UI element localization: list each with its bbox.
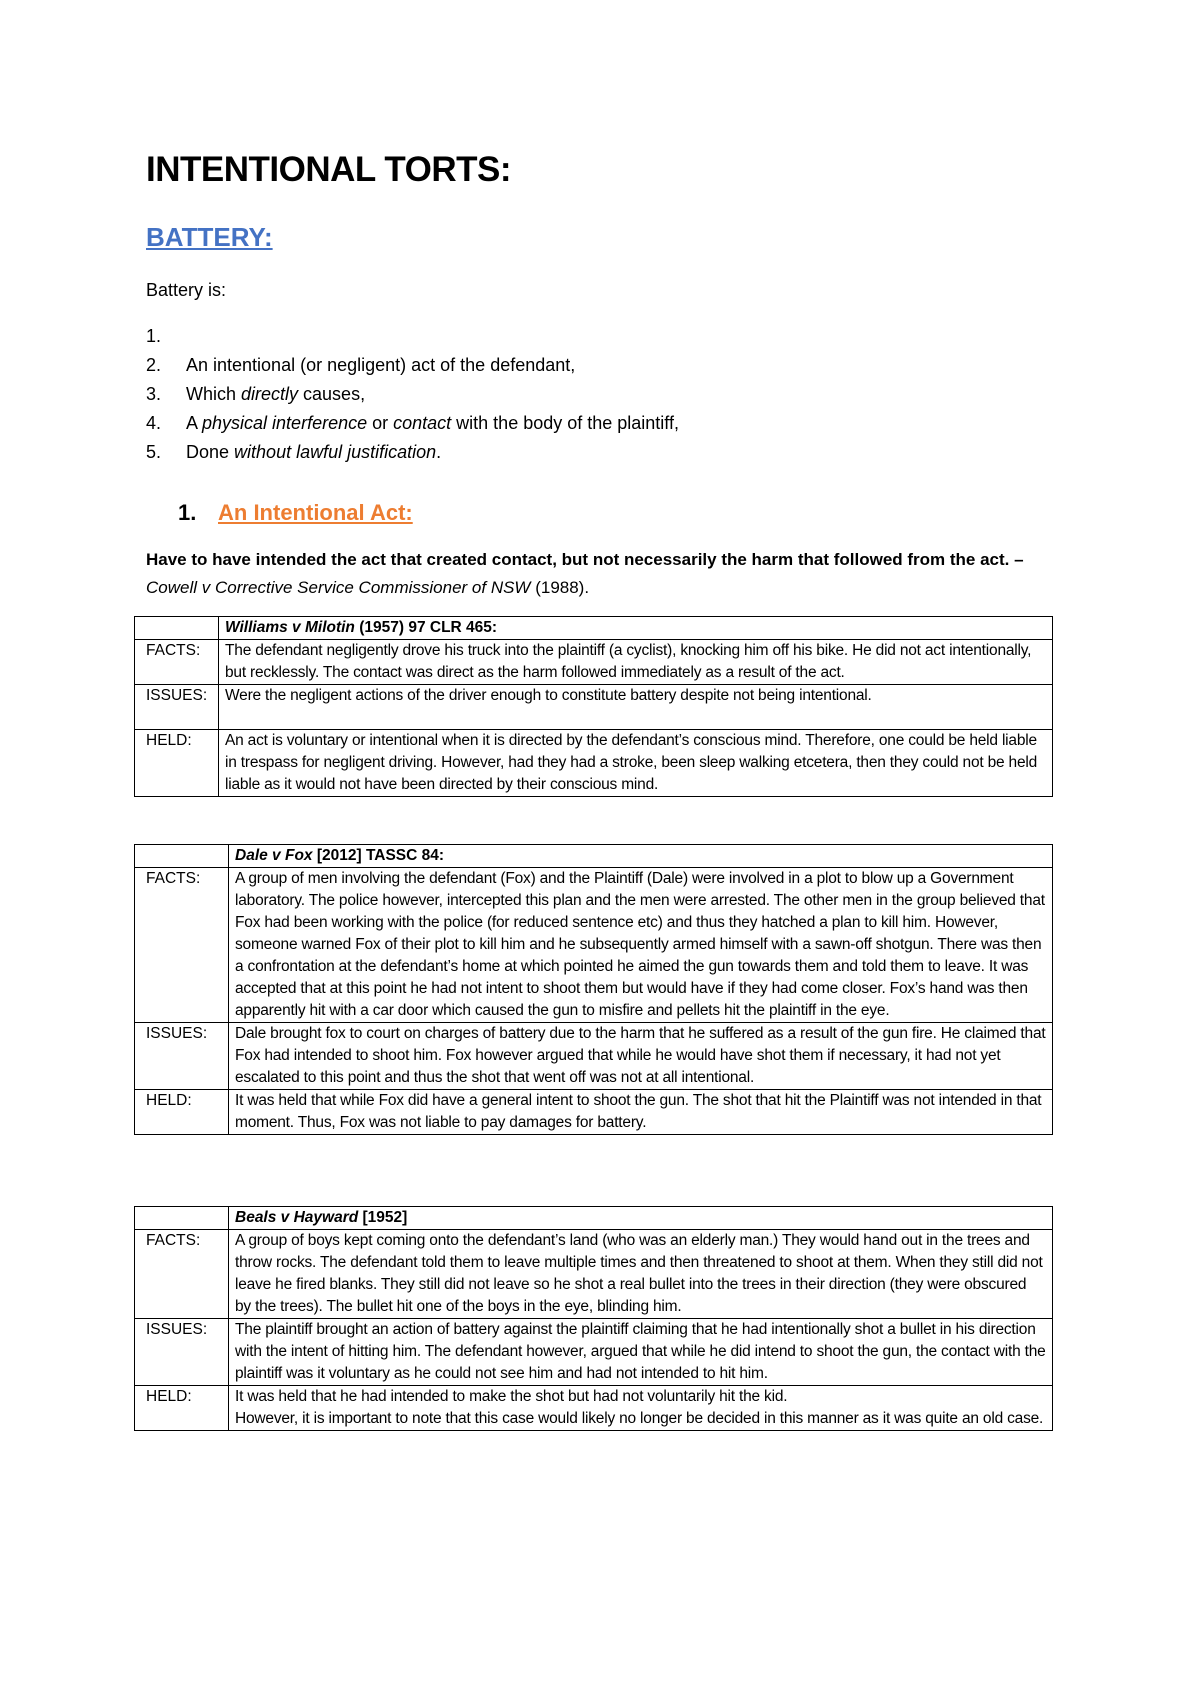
plain-text: An intentional (or negligent) act of the defendant,: [186, 355, 576, 375]
case-citation: [2012] TASSC 84:: [312, 847, 445, 864]
row-text: The defendant negligently drove his truck into the plaintiff (a cyclist), knocking him off his bike. He did not act intentionally, but recklessly. The contact was direct as the harm followed immediately as a result of the act.: [219, 640, 1053, 685]
table-row: [135, 730, 1053, 797]
row-label: ISSUES:: [135, 1023, 229, 1090]
principle-case-name: Cowell v Corrective Service Commissioner of NSW: [146, 578, 531, 597]
battery-elements-list: [146, 322, 679, 467]
plain-text: with the body of the plaintiff,: [451, 413, 679, 433]
row-text: It was held that while Fox did have a general intent to shoot the gun. The shot that hit the Plaintiff was not intended in that moment. Thus, Fox was not liable to pay damages for battery.: [229, 1090, 1053, 1135]
plain-text: causes,: [298, 384, 366, 404]
case-citation: [1952]: [358, 1209, 408, 1226]
list-item-text: [186, 351, 575, 380]
table-row: [135, 685, 1053, 730]
row-label: FACTS:: [135, 1230, 229, 1319]
principle-statement: [146, 546, 1066, 602]
table-row: [135, 1230, 1053, 1319]
list-item-number: 1.: [146, 326, 162, 346]
table-row: [135, 868, 1053, 1023]
case-name: Williams v Milotin: [225, 619, 355, 636]
case-table-beals: [134, 1206, 1053, 1431]
list-item-number: 3.: [146, 384, 162, 404]
list-item: [146, 351, 679, 380]
table-row: [135, 1090, 1053, 1135]
case-header-row: [135, 617, 1053, 640]
subheading-intentional-act: [178, 500, 413, 526]
list-item-number: 5.: [146, 442, 162, 462]
list-item-text: [186, 409, 679, 438]
row-text: Were the negligent actions of the driver enough to constitute battery despite not being intentional.: [219, 685, 1053, 730]
principle-bold-text: Have to have intended the act that created contact, but not necessarily the harm that followed from the act. –: [146, 550, 1024, 569]
row-label: FACTS:: [135, 868, 229, 1023]
case-citation: (1957) 97 CLR 465:: [354, 619, 498, 636]
case-title: [219, 617, 1053, 640]
emphasis-text: without lawful justification: [234, 442, 437, 462]
plain-text: or: [367, 413, 394, 433]
list-item-text: [186, 380, 365, 409]
case-title: [229, 1207, 1053, 1230]
table-row: [135, 640, 1053, 685]
row-text: It was held that he had intended to make the shot but had not voluntarily hit the kid. However, it is important to note that this case would likely no longer be decided in this manner as it was quite an old case.: [229, 1386, 1053, 1431]
plain-text: Which: [186, 384, 242, 404]
plain-text: Done: [186, 442, 235, 462]
list-item: [146, 438, 679, 467]
header-empty-cell: [135, 617, 219, 640]
case-table-dale: [134, 844, 1053, 1135]
case-title: [229, 845, 1053, 868]
row-text: A group of boys kept coming onto the defendant’s land (who was an elderly man.) They would hand out in the trees and throw rocks. The defendant told them to leave multiple times and then threatened to shoot at them. When they still did not leave he fired blanks. They still did not leave so he shot a real bullet into the trees in their direction (they were obscured by the trees). The bullet hit one of the boys in the eye, blinding him.: [229, 1230, 1053, 1319]
page-title: INTENTIONAL TORTS:: [146, 150, 511, 189]
header-empty-cell: [135, 1207, 229, 1230]
header-empty-cell: [135, 845, 229, 868]
subheading-text: An Intentional Act:: [218, 500, 413, 525]
table-row: [135, 1386, 1053, 1431]
row-text: A group of men involving the defendant (Fox) and the Plaintiff (Dale) were involved in a plot to blow up a Government laboratory. The police however, intercepted this plan and the men were arrested. The other men in the group believed that Fox had been working with the police (for reduced sentence etc) and thus they hatched a plan to kill him. However, someone warned Fox of their plot to kill him and he subsequently armed himself with a sawn-off shotgun. There was then a confrontation at the defendant’s home at which pointed he aimed the gun towards them and told them to leave. It was accepted that at this point he had not intent to shoot them but would have if they had come closer. Fox’s hand was then apparently hit with a car door which caused the gun to misfire and pellets hit the plaintiff in the eye.: [229, 868, 1053, 1023]
row-label: ISSUES:: [135, 685, 219, 730]
row-label: HELD:: [135, 1090, 229, 1135]
row-label: ISSUES:: [135, 1319, 229, 1386]
row-text: Dale brought fox to court on charges of battery due to the harm that he suffered as a result of the gun fire. He claimed that Fox had intended to shoot him. Fox however argued that while he would have shot them if necessary, it had not yet escalated to this point and thus the shot that went off was not at all intentional.: [229, 1023, 1053, 1090]
row-text: An act is voluntary or intentional when it is directed by the defendant’s conscious mind. Therefore, one could be held liable in trespass for negligent driving. However, had they had a stroke, been sleep walking etcetera, then they could not be held liable as it would not have been directed by their conscious mind.: [219, 730, 1053, 797]
list-item: [146, 380, 679, 409]
row-text: The plaintiff brought an action of battery against the plaintiff claiming that he had intentionally shot a bullet in his direction with the intent of hitting him. The defendant however, argued that while he did intend to shoot the gun, the contact with the plaintiff was it voluntary as he could not see him and had not intended to hit him.: [229, 1319, 1053, 1386]
principle-case-year: (1988).: [530, 578, 590, 597]
row-label: HELD:: [135, 1386, 229, 1431]
case-name: Beals v Hayward: [235, 1209, 359, 1226]
case-table-williams: [134, 616, 1053, 797]
plain-text: A: [186, 413, 203, 433]
plain-text: .: [436, 442, 442, 462]
list-item-number: 2.: [146, 355, 162, 375]
row-label: HELD:: [135, 730, 219, 797]
table-row: [135, 1023, 1053, 1090]
list-item: [146, 409, 679, 438]
row-label: FACTS:: [135, 640, 219, 685]
case-name: Dale v Fox: [235, 847, 313, 864]
subheading-number: 1.: [178, 500, 197, 525]
intro-text: Battery is:: [146, 280, 227, 300]
emphasis-text: physical interference: [202, 413, 368, 433]
table-row: [135, 1319, 1053, 1386]
case-header-row: [135, 1207, 1053, 1230]
emphasis-text: directly: [241, 384, 299, 404]
section-heading-battery: BATTERY:: [146, 222, 273, 252]
emphasis-text: contact: [393, 413, 452, 433]
list-item-text: [186, 438, 441, 467]
case-header-row: [135, 845, 1053, 868]
list-item-number: 4.: [146, 413, 162, 433]
list-item: [146, 322, 679, 351]
